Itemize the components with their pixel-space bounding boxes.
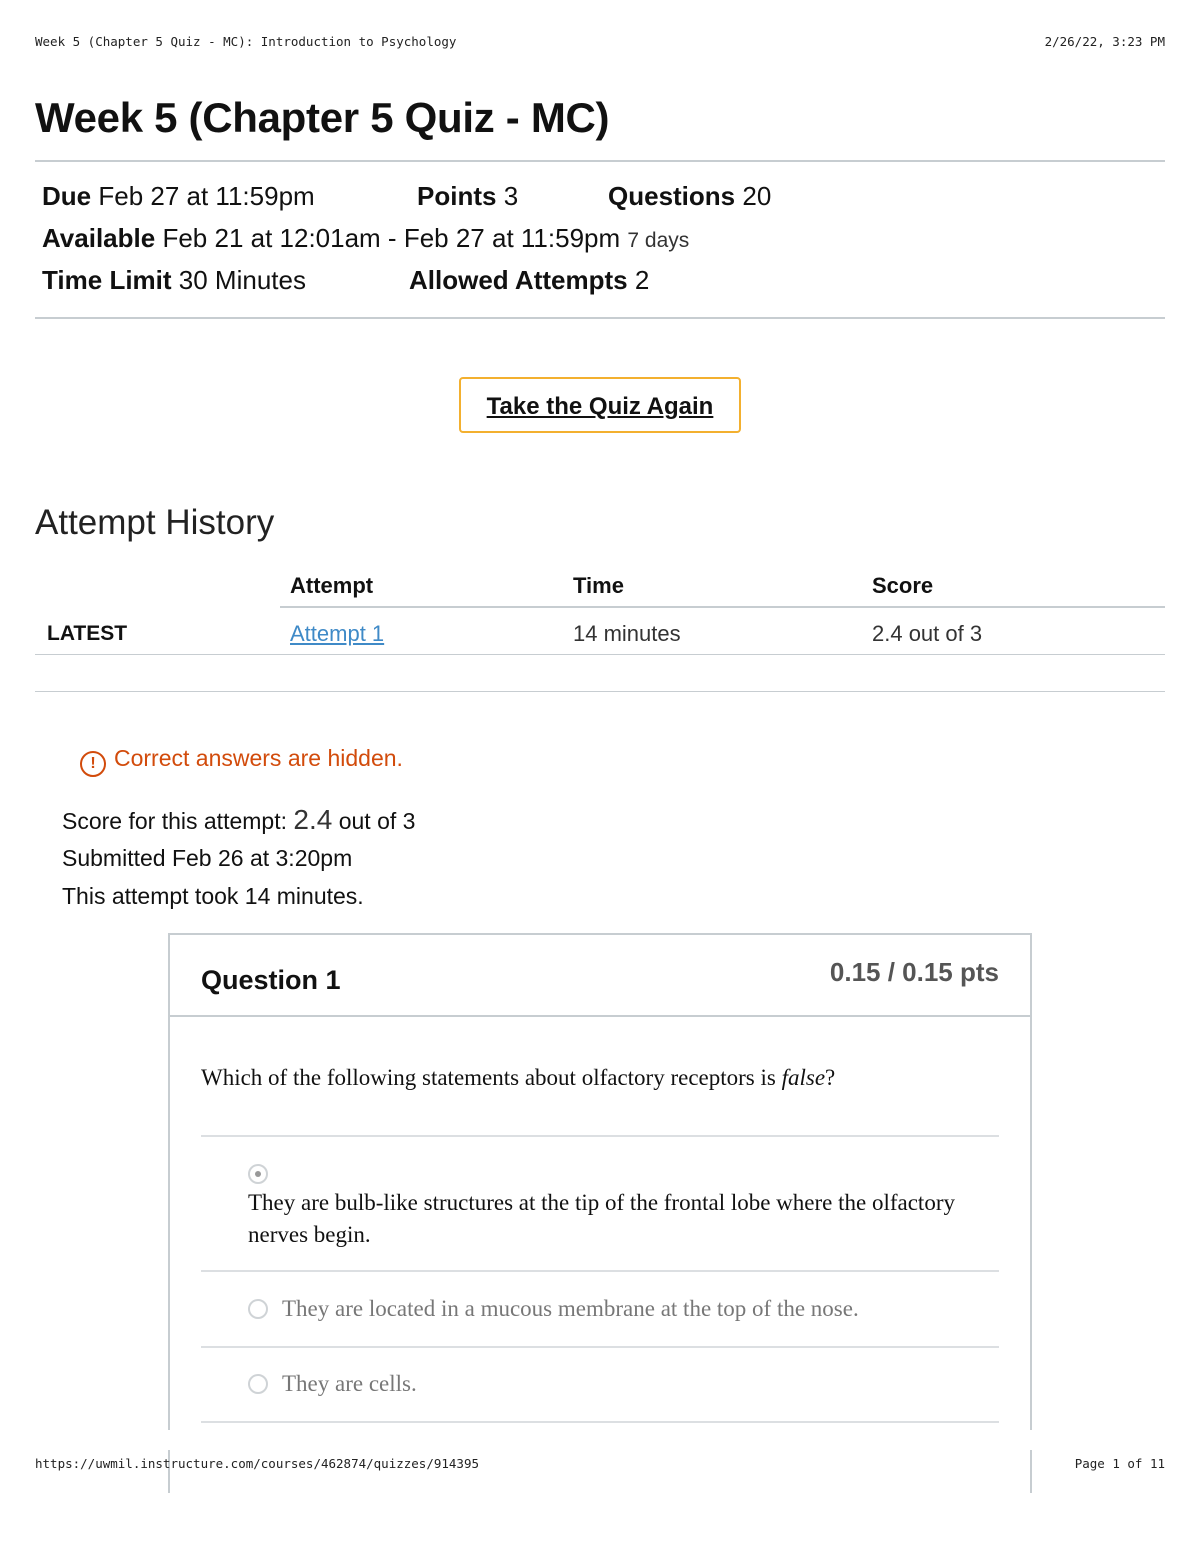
score-suffix: out of 3 <box>338 808 416 834</box>
question-text <box>201 1065 835 1091</box>
submitted-text: Submitted Feb 26 at 3:20pm <box>62 845 353 871</box>
exclamation-circle-icon: ! <box>80 751 106 777</box>
attempts-label: Allowed Attempts <box>409 265 628 295</box>
answer-divider <box>201 1421 999 1423</box>
score-value: 2.4 <box>293 804 333 835</box>
due-label: Due <box>42 181 92 211</box>
attempt-1-link[interactable]: Attempt 1 <box>290 621 385 646</box>
retake-button-wrap <box>0 377 1200 433</box>
points-meta <box>417 181 518 212</box>
correct-answers-hidden-alert <box>80 745 403 777</box>
print-footer-url: https://uwmil.instructure.com/courses/462874/quizzes/914395 <box>35 1456 480 1471</box>
question-points: 0.15 / 0.15 pts <box>829 957 999 987</box>
available-meta <box>42 223 689 254</box>
points-label: Points <box>417 181 497 211</box>
answer-divider <box>201 1135 999 1137</box>
attempt-history-heading: Attempt History <box>35 503 275 542</box>
available-days: 7 days <box>627 229 690 252</box>
attempts-value: 2 <box>634 265 650 295</box>
print-header-datetime: 2/26/22, 3:23 PM <box>1044 34 1165 49</box>
quiz-meta-row-1 <box>42 181 315 212</box>
available-label: Available <box>42 223 156 253</box>
score-summary <box>62 804 415 836</box>
page-title: Week 5 (Chapter 5 Quiz - MC) <box>35 94 610 141</box>
print-footer-page: Page 1 of 11 <box>1074 1456 1165 1471</box>
available-value: Feb 21 at 12:01am - Feb 27 at 11:59pm <box>162 223 621 253</box>
column-header-time: Time <box>573 573 624 598</box>
points-value: 3 <box>503 181 519 211</box>
answer-3-text: They are cells. <box>282 1371 417 1396</box>
answer-3-radio[interactable] <box>248 1374 268 1394</box>
table-header-row <box>35 566 1165 614</box>
duration-text: This attempt took 14 minutes. <box>62 883 364 909</box>
question-card <box>168 933 1032 1493</box>
attempt-score: 2.4 out of 3 <box>872 621 983 646</box>
attempt-history-table <box>35 566 1165 662</box>
attempt-time: 14 minutes <box>573 621 681 646</box>
question-header <box>170 935 1030 1017</box>
answer-divider <box>201 1346 999 1348</box>
time-limit-meta <box>42 265 306 296</box>
print-footer <box>35 1456 1165 1471</box>
question-title: Question 1 <box>201 965 341 995</box>
questions-meta <box>608 181 771 212</box>
row-divider <box>35 654 1165 655</box>
answer-1-radio[interactable] <box>248 1164 268 1184</box>
answer-1-text: They are bulb-like structures at the tip of the frontal lobe where the olfactory nerves begin. <box>248 1190 955 1247</box>
answer-2-text: They are located in a mucous membrane at the top of the nose. <box>282 1296 859 1321</box>
print-header <box>35 34 1165 49</box>
latest-label: LATEST <box>47 622 128 645</box>
questions-value: 20 <box>742 181 772 211</box>
time-limit-label: Time Limit <box>42 265 172 295</box>
header-divider <box>280 606 1165 608</box>
history-divider <box>35 691 1165 692</box>
meta-divider <box>35 317 1165 319</box>
attempts-meta <box>409 265 649 296</box>
question-text-end: ? <box>825 1065 836 1090</box>
score-prefix: Score for this attempt: <box>62 808 287 834</box>
time-limit-value: 30 Minutes <box>178 265 306 295</box>
print-header-title: Week 5 (Chapter 5 Quiz - MC): Introduction to Psychology <box>35 34 457 49</box>
column-header-score: Score <box>872 573 934 598</box>
page-break <box>0 1430 1200 1450</box>
alert-text: Correct answers are hidden. <box>114 745 403 771</box>
table-row <box>35 614 1165 662</box>
title-divider <box>35 160 1165 162</box>
due-value: Feb 27 at 11:59pm <box>98 181 315 211</box>
question-text-emphasis: false <box>781 1065 826 1090</box>
answer-2-radio[interactable] <box>248 1299 268 1319</box>
answer-divider <box>201 1270 999 1272</box>
questions-label: Questions <box>608 181 736 211</box>
column-header-attempt: Attempt <box>290 573 374 598</box>
question-text-main: Which of the following statements about olfactory receptors is <box>201 1065 776 1090</box>
take-quiz-again-button[interactable]: Take the Quiz Again <box>459 377 741 433</box>
